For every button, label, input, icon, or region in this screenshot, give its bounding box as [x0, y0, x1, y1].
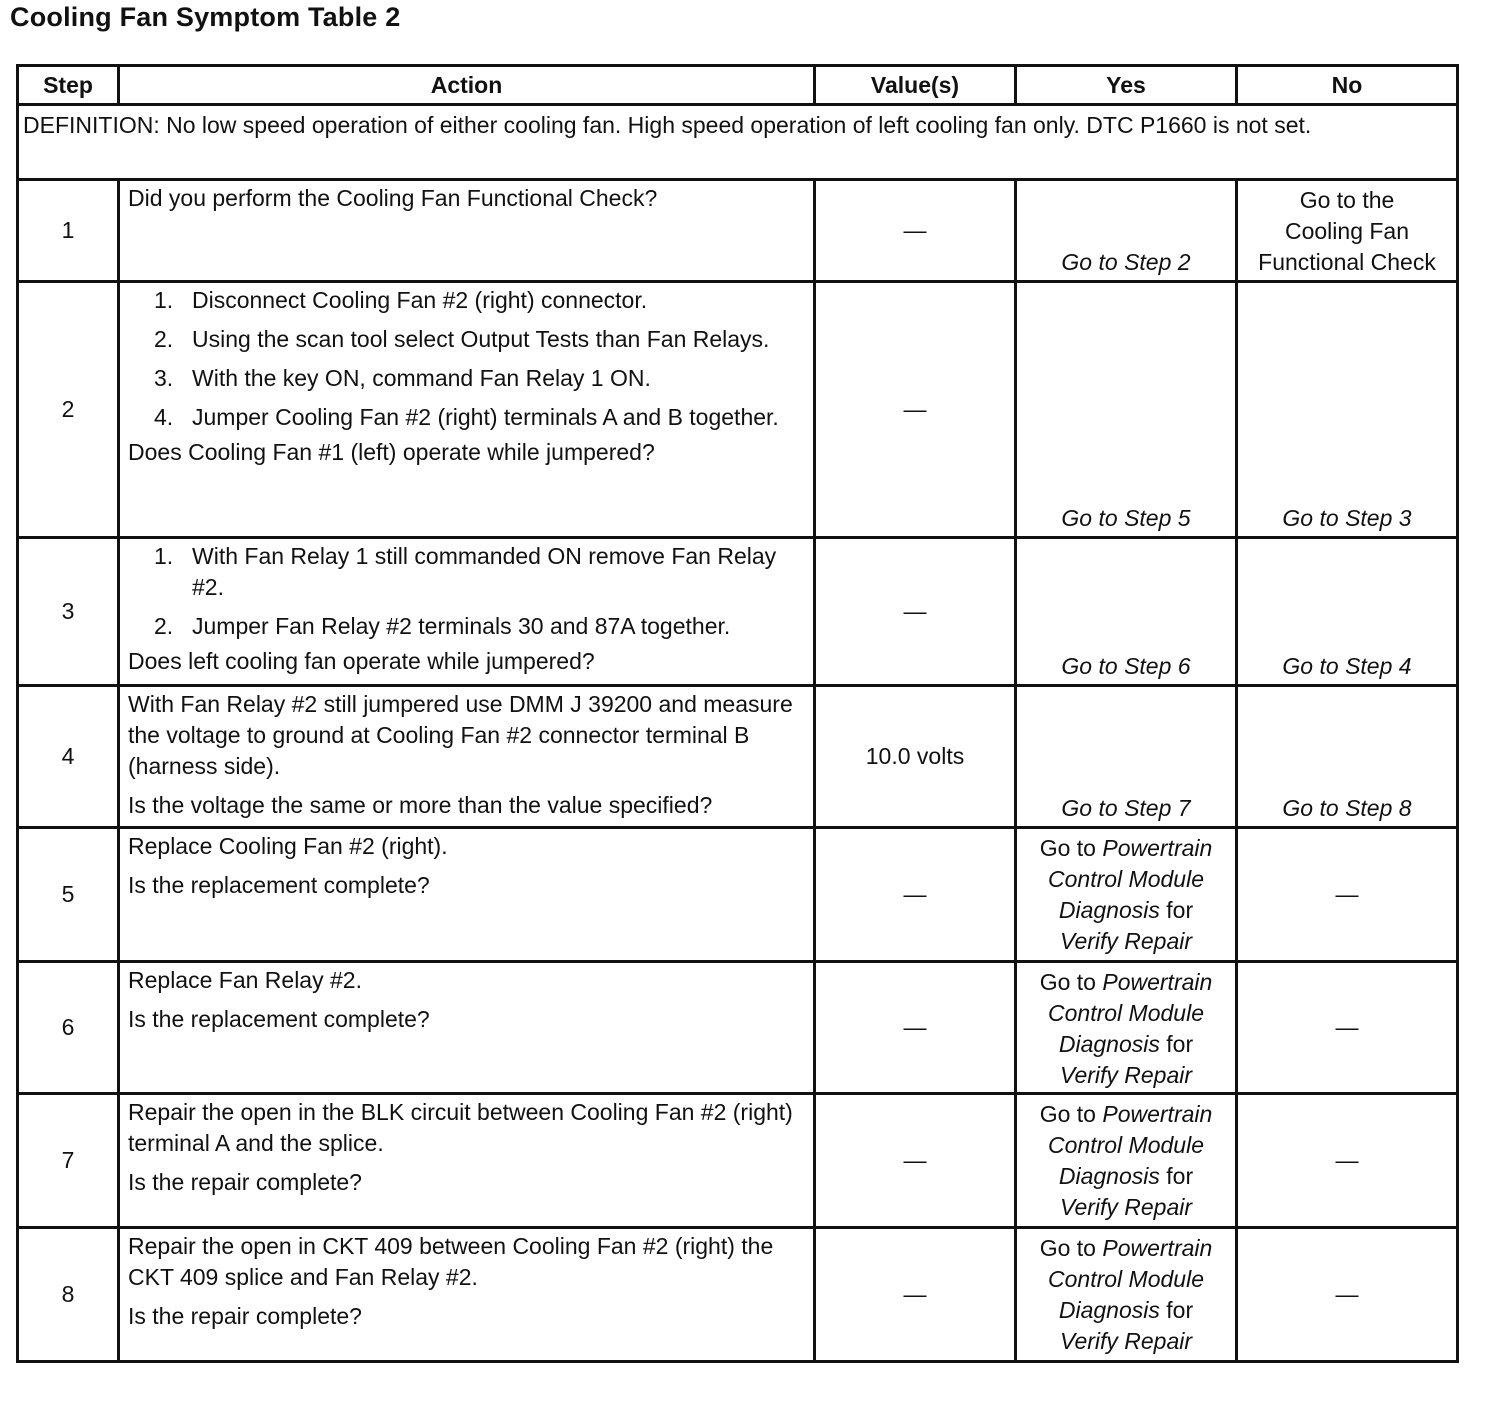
action-steps	[128, 285, 807, 433]
goto-text: Go to	[1039, 1101, 1096, 1127]
goto-text: for	[1166, 1297, 1194, 1323]
action-cell	[119, 180, 815, 282]
header-step: Step	[18, 66, 119, 105]
value-cell: —	[815, 180, 1016, 282]
goto-text: Go to	[1039, 1235, 1096, 1261]
definition-text: DEFINITION: No low speed operation of either cooling fan. High speed operation of left cooling fan only. DTC P1660 is not set.	[18, 105, 1458, 180]
table-row	[18, 1094, 1458, 1228]
table-row	[18, 180, 1458, 282]
item-number: 3.	[154, 365, 174, 391]
item-number: 2.	[154, 613, 174, 639]
no-cell	[1237, 180, 1458, 282]
table-row	[18, 282, 1458, 538]
action-cell	[119, 962, 815, 1094]
yes-cell	[1016, 180, 1237, 282]
goto-link: Control Module	[1048, 1000, 1204, 1026]
yes-cell	[1016, 1228, 1237, 1362]
goto-text: for	[1166, 897, 1194, 923]
value-cell: 10.0 volts	[815, 686, 1016, 828]
yes-goto: Go to Step 5	[1061, 505, 1191, 531]
item-text: With Fan Relay 1 still commanded ON remove Fan Relay #2.	[192, 543, 777, 600]
no-cell	[1237, 538, 1458, 686]
yes-goto	[1017, 829, 1235, 957]
goto-link: Diagnosis	[1058, 897, 1160, 923]
header-action: Action	[119, 66, 815, 105]
yes-cell	[1016, 282, 1237, 538]
yes-cell	[1016, 828, 1237, 962]
action-cell	[119, 538, 815, 686]
yes-goto: Go to Step 7	[1061, 795, 1191, 821]
no-goto: Go to Step 3	[1282, 505, 1412, 531]
item-number: 4.	[154, 404, 174, 430]
action-steps	[128, 541, 807, 642]
no-goto: Go to Step 8	[1282, 795, 1412, 821]
table-row	[18, 1228, 1458, 1362]
list-item	[154, 402, 807, 433]
action-question: Is the replacement complete?	[128, 872, 430, 898]
goto-link: Diagnosis	[1058, 1163, 1160, 1189]
no-cell	[1237, 282, 1458, 538]
action-question: Is the repair complete?	[128, 1169, 362, 1195]
action-question: Did you perform the Cooling Fan Functional Check?	[128, 185, 658, 211]
value-cell: —	[815, 962, 1016, 1094]
step-number: 2	[18, 282, 119, 538]
yes-goto: Go to Step 6	[1061, 653, 1191, 679]
list-item	[154, 324, 807, 355]
header-yes: Yes	[1016, 66, 1237, 105]
no-goto	[1238, 181, 1456, 278]
goto-text: Go to	[1039, 835, 1096, 861]
symptom-table	[16, 64, 1459, 1363]
goto-link: Control Module	[1048, 1132, 1204, 1158]
action-cell	[119, 828, 815, 962]
action-question: Does left cooling fan operate while jumpered?	[128, 648, 595, 674]
action-text: Repair the open in the BLK circuit between Cooling Fan #2 (right) terminal A and the splice.	[128, 1099, 793, 1156]
action-text: Repair the open in CKT 409 between Cooling Fan #2 (right) the CKT 409 splice and Fan Relay #2.	[128, 1233, 774, 1290]
no-cell: —	[1237, 828, 1458, 962]
step-number: 7	[18, 1094, 119, 1228]
item-text: Jumper Fan Relay #2 terminals 30 and 87A together.	[192, 613, 731, 639]
header-values: Value(s)	[815, 66, 1016, 105]
value-cell: —	[815, 538, 1016, 686]
no-line: Functional Check	[1258, 249, 1436, 275]
list-item	[154, 611, 807, 642]
value-cell: —	[815, 828, 1016, 962]
goto-text: for	[1166, 1163, 1194, 1189]
step-number: 1	[18, 180, 119, 282]
step-number: 6	[18, 962, 119, 1094]
definition-row	[18, 105, 1458, 180]
list-item	[154, 285, 807, 316]
no-goto: Go to Step 4	[1282, 653, 1412, 679]
goto-link: Control Module	[1048, 1266, 1204, 1292]
list-item	[154, 363, 807, 394]
action-question: Is the replacement complete?	[128, 1006, 430, 1032]
action-question: Is the voltage the same or more than the value specified?	[128, 792, 713, 818]
value-cell: —	[815, 1094, 1016, 1228]
action-cell	[119, 1228, 815, 1362]
step-number: 3	[18, 538, 119, 686]
item-text: Disconnect Cooling Fan #2 (right) connector.	[192, 287, 648, 313]
action-question: Is the repair complete?	[128, 1303, 362, 1329]
goto-link: Verify Repair	[1059, 928, 1193, 954]
list-item	[154, 541, 807, 603]
no-cell	[1237, 686, 1458, 828]
item-text: With the key ON, command Fan Relay 1 ON.	[192, 365, 651, 391]
action-text: Replace Cooling Fan #2 (right).	[128, 833, 448, 859]
no-cell: —	[1237, 1228, 1458, 1362]
yes-goto	[1017, 1095, 1235, 1223]
table-row	[18, 686, 1458, 828]
header-no: No	[1237, 66, 1458, 105]
action-text: Replace Fan Relay #2.	[128, 967, 362, 993]
yes-goto: Go to Step 2	[1061, 249, 1191, 275]
table-row	[18, 828, 1458, 962]
header-row	[18, 66, 1458, 105]
action-text: With Fan Relay #2 still jumpered use DMM J 39200 and measure the voltage to ground at Cooling Fan #2 connector terminal B (harness side).	[128, 691, 793, 779]
item-text: Using the scan tool select Output Tests than Fan Relays.	[192, 326, 770, 352]
item-number: 1.	[154, 543, 174, 569]
value-cell: —	[815, 1228, 1016, 1362]
goto-link: Control Module	[1048, 866, 1204, 892]
yes-goto	[1017, 1229, 1235, 1357]
goto-text: Go to	[1039, 969, 1096, 995]
table-row	[18, 538, 1458, 686]
goto-link: Powertrain	[1102, 969, 1213, 995]
page-title: Cooling Fan Symptom Table 2	[10, 2, 401, 32]
item-number: 1.	[154, 287, 174, 313]
yes-cell	[1016, 1094, 1237, 1228]
goto-link: Diagnosis	[1058, 1297, 1160, 1323]
goto-link: Verify Repair	[1059, 1328, 1193, 1354]
no-cell: —	[1237, 962, 1458, 1094]
action-cell	[119, 282, 815, 538]
value-cell: —	[815, 282, 1016, 538]
goto-link: Powertrain	[1102, 1101, 1213, 1127]
no-cell: —	[1237, 1094, 1458, 1228]
goto-link: Powertrain	[1102, 1235, 1213, 1261]
no-line: Go to the	[1299, 187, 1395, 213]
item-number: 2.	[154, 326, 174, 352]
item-text: Jumper Cooling Fan #2 (right) terminals A and B together.	[192, 404, 779, 430]
step-number: 4	[18, 686, 119, 828]
action-cell	[119, 1094, 815, 1228]
yes-goto	[1017, 963, 1235, 1091]
goto-text: for	[1166, 1031, 1194, 1057]
step-number: 5	[18, 828, 119, 962]
no-line: Cooling Fan	[1284, 218, 1410, 244]
action-cell	[119, 686, 815, 828]
step-number: 8	[18, 1228, 119, 1362]
goto-link: Diagnosis	[1058, 1031, 1160, 1057]
yes-cell	[1016, 962, 1237, 1094]
goto-link: Verify Repair	[1059, 1194, 1193, 1220]
goto-link: Verify Repair	[1059, 1062, 1193, 1088]
action-question: Does Cooling Fan #1 (left) operate while jumpered?	[128, 439, 655, 465]
table-row	[18, 962, 1458, 1094]
yes-cell	[1016, 538, 1237, 686]
yes-cell	[1016, 686, 1237, 828]
goto-link: Powertrain	[1102, 835, 1213, 861]
